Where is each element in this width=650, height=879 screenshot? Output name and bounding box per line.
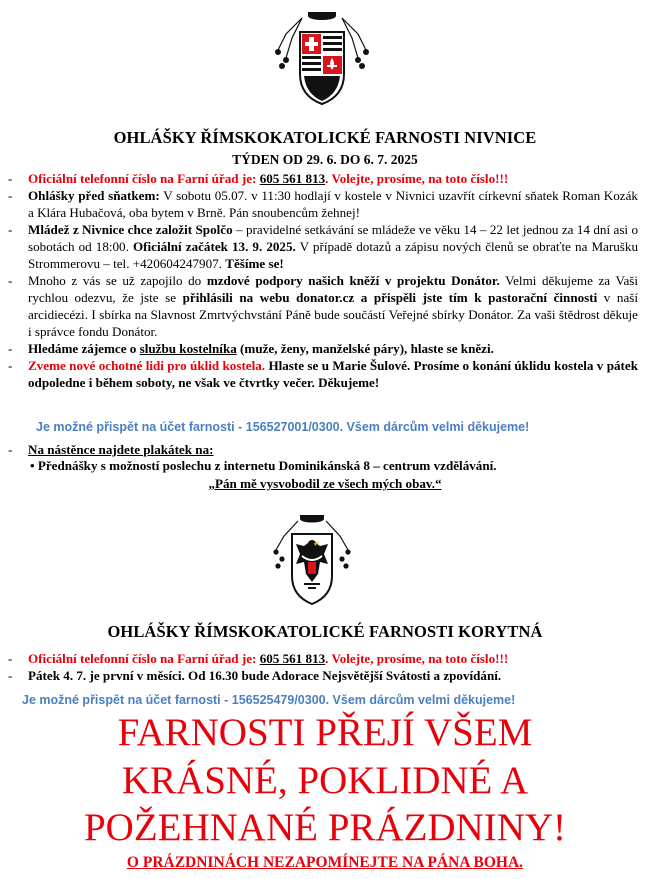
donator-bold2: přihlásili na webu donator.cz a přispěli jste tím k pastorační činnosti	[182, 290, 598, 305]
nivnice-account-note: Je možné přispět na účet farnosti - 156527001/0300. Všem dárcům velmi děkujeme!	[36, 420, 530, 434]
korytna-title: OHLÁŠKY ŘÍMSKOKATOLICKÉ FARNOSTI KORYTNÁ	[107, 622, 543, 641]
donator-text2: Velmi děkujeme za Vaši rychlou odezvu, že jste se	[28, 273, 639, 305]
cleaning-red: Zveme nové ochotné lidi pro úklid kostela.	[28, 358, 266, 373]
cleaning-announcement	[6, 357, 638, 391]
board-heading	[6, 441, 638, 458]
nivnice-coat-of-arms-icon	[272, 8, 372, 106]
phone-announcement	[6, 170, 638, 187]
nivnice-announcements	[6, 170, 638, 391]
board-text: Na nástěnce najdete plakátek na:	[28, 442, 214, 457]
korytna-account-note: Je možné přispět na účet farnosti - 156525479/0300. Všem dárcům velmi děkujeme!	[22, 693, 516, 707]
korytna-phone-number[interactable]: 605 561 813	[259, 651, 326, 666]
wishes-line-3: POŽEHNANÉ PRÁZDNINY!	[83, 806, 567, 849]
wedding-lead: Ohlášky před sňatkem:	[28, 188, 160, 203]
board-list	[6, 441, 638, 458]
wishes-line-2: KRÁSNÉ, POKLIDNÉ A	[121, 759, 529, 802]
friday-announcement	[6, 667, 638, 684]
korytna-phone-suffix: . Volejte, prosíme, na toto číslo!!!	[325, 651, 509, 666]
phone-suffix: . Volejte, prosíme, na toto číslo!!!	[325, 171, 509, 186]
donator-text3: v naší arcidiecézi. I sbírka na Slavnost Zmrtvýchvstání Páně bude součástí Veřejné sbírky Donátor. Za vaši štědrost děkuje i správce fondu Donátor.	[28, 290, 639, 339]
sexton-announcement	[6, 340, 638, 357]
nivnice-title: OHLÁŠKY ŘÍMSKOKATOLICKÉ FARNOSTI NIVNICE	[113, 128, 537, 147]
week-range: TÝDEN OD 29. 6. DO 6. 7. 2025	[232, 152, 418, 167]
wedding-text: V sobotu 05.07. v 11:30 hodlají v kostele v Nivnici uzavřít církevní sňatek Roman Kozák a Klára Hubačová, oba bytem v Brně. Pán snoubencům žehnej!	[28, 188, 638, 220]
sexton-prefix: Hledáme zájemce o	[28, 341, 140, 356]
sexton-suffix: (muže, ženy, manželské páry), hlaste se knězi.	[236, 341, 494, 356]
korytna-phone-prefix: Oficiální telefonní číslo na Farní úřad je:	[28, 651, 260, 666]
youth-text2: V případě dotazů a zápisu nových členů se obraťte na Marušku Strommerovu – tel. +420604247907.	[28, 239, 638, 271]
wedding-announcement	[6, 187, 638, 221]
youth-announcement	[6, 221, 638, 272]
donator-announcement	[6, 272, 638, 340]
wishes-line-1: FARNOSTI PŘEJÍ VŠEM	[117, 711, 533, 754]
sexton-link: službu kostelníka	[139, 341, 237, 356]
donator-text1: Mnoho z vás se už zapojilo do	[28, 273, 207, 288]
quote-text: „Pán mě vysvobodil ze všech mých obav.“	[208, 476, 442, 491]
donator-bold1: mzdové podpory našich kněží v projektu Donátor.	[206, 273, 500, 288]
korytna-coat-of-arms-icon	[270, 512, 354, 608]
closing-reminder: O PRÁZDNINÁCH NEZAPOMÍNEJTE NA PÁNA BOHA.	[126, 854, 524, 871]
youth-text1: – pravidelné setkávání se mládeže ve věku 14 – 22 let jednou za 14 dní asi o sobotách od 18:00.	[28, 222, 638, 254]
youth-start: Oficiální začátek 13. 9. 2025.	[132, 239, 296, 254]
phone-number[interactable]: 605 561 813	[259, 171, 326, 186]
youth-end: Těšíme se!	[225, 256, 284, 271]
friday-text: Pátek 4. 7. je první v měsíci. Od 16.30 bude Adorace Nejsvětější Svátosti a zpovídání.	[28, 668, 502, 683]
cleaning-text: Hlaste se u Marie Šulové. Prosíme o konání úklidu kostela v pátek odpoledne i během soboty, ne však ve čtvrtky večer. Děkujeme!	[28, 358, 638, 390]
youth-lead: Mládež z Nivnice chce založit Spolčo	[28, 222, 233, 237]
korytna-announcements	[6, 650, 638, 684]
korytna-phone-announcement	[6, 650, 638, 667]
phone-prefix: Oficiální telefonní číslo na Farní úřad je:	[28, 171, 260, 186]
lecture-item: • Přednášky s možností poslechu z internetu Dominikánská 8 – centrum vzdělávání.	[30, 458, 497, 473]
